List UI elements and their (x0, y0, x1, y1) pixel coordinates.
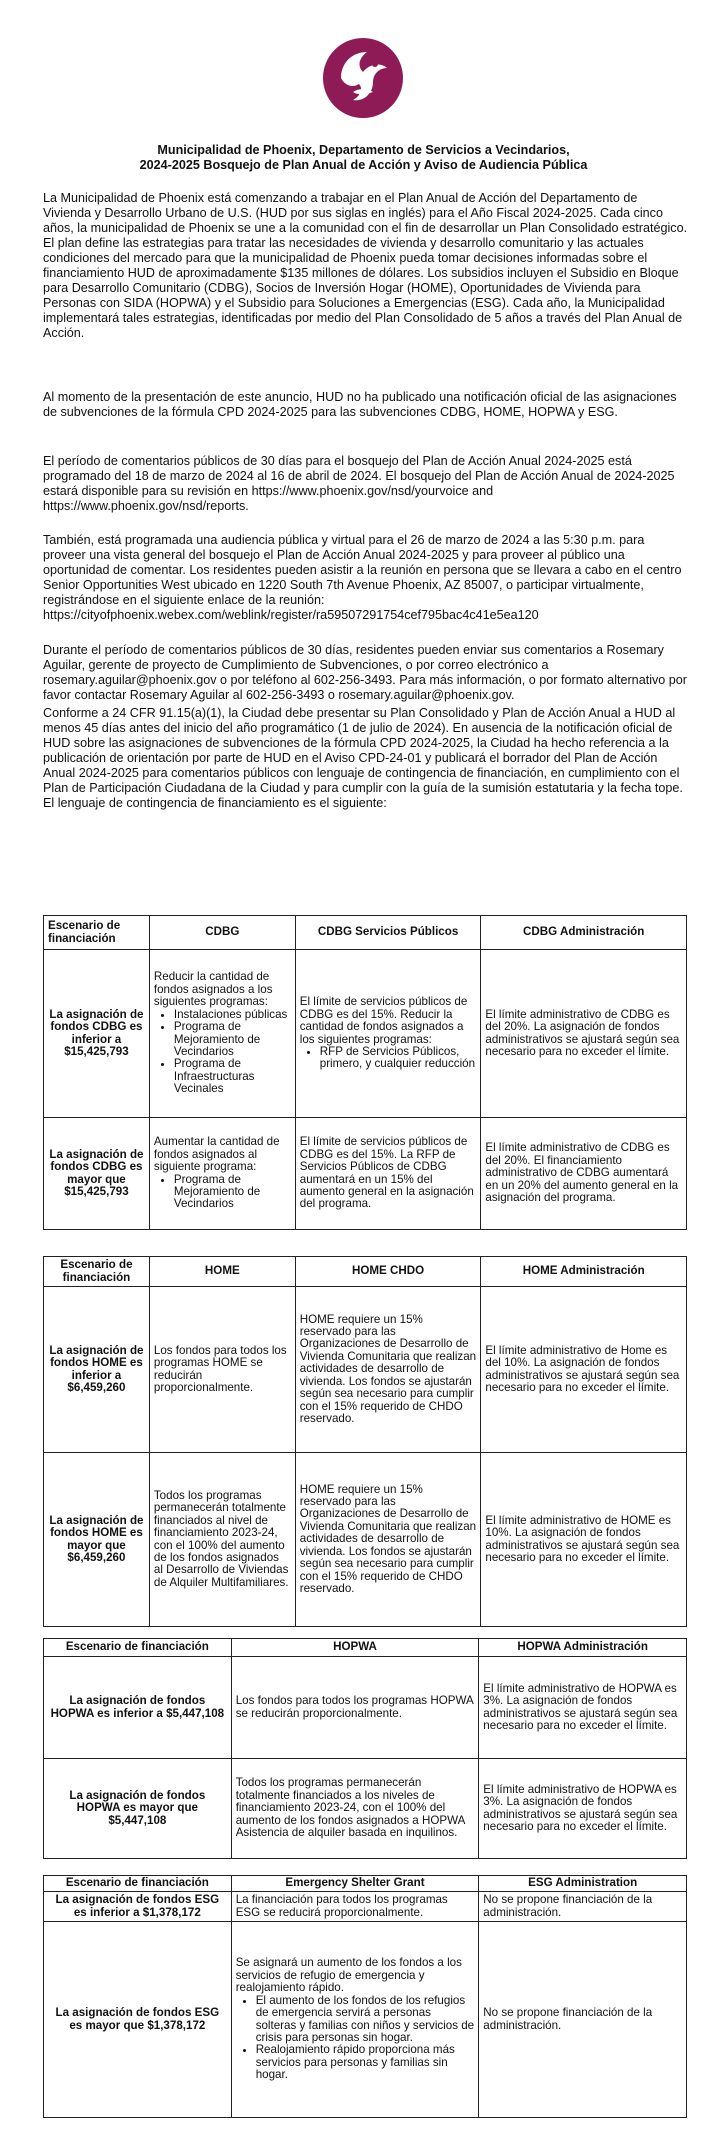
table-row (44, 1453, 687, 1627)
table-cell: La financiación para todos los programas ESG se reducirá proporcionalmente. (231, 1892, 479, 1922)
table-cell: El límite administrativo de Home es del 10%. La asignación de fondos administrativos se ajustará según sea necesario para no exceder el límite. (481, 1287, 687, 1453)
table-row (44, 1759, 687, 1859)
column-header: Emergency Shelter Grant (231, 1876, 479, 1892)
cdbg-table (43, 915, 687, 1230)
table-cell: Los fondos para todos los programas HOPWA se reducirán proporcionalmente. (231, 1657, 479, 1759)
table-cell: No se propone financiación de la administración. (479, 1922, 687, 2118)
title-line-2: 2024-2025 Bosquejo de Plan Anual de Acción y Aviso de Audiencia Pública (139, 158, 588, 172)
cell-text: Reducir la cantidad de fondos asignados a los siguientes programas: (153, 970, 273, 1009)
home-table (43, 1256, 687, 1627)
list-item: • RFP de Servicios Públicos, primero, y cualquier reducción (320, 1046, 477, 1071)
column-header: HOPWA (231, 1639, 479, 1657)
column-header: Escenario de financiación (44, 916, 150, 950)
table-cell: HOME requiere un 15% reservado para las Organizaciones de Desarrollo de Vivienda Comunitaria que realizan actividades de desarrollo de vivienda. Los fondos se ajustarán según sea necesario para cumplir con el 15% requerido de CHDO reservado. (295, 1287, 481, 1453)
scenario-cell: La asignación de fondos CDBG es inferior a $15,425,793 (44, 950, 150, 1118)
page-title (0, 143, 727, 173)
column-header: Escenario de financiación (44, 1639, 232, 1657)
table-cell: El límite de servicios públicos de CDBG es del 15%. La RFP de Servicios Públicos de CDBG aumentará en un 15% del aumento general en la asignación del programa. (295, 1118, 481, 1230)
table-header-row (44, 1876, 687, 1892)
table-row (44, 1118, 687, 1230)
esg-table (43, 1875, 687, 2118)
cell-text: El límite de servicios públicos de CDBG es del 15%. Reducir la cantidad de fondos asignados a los siguientes programas: (299, 995, 468, 1046)
column-header: HOME (149, 1257, 295, 1287)
table-header-row (44, 916, 687, 950)
list-item: • Programa de Mejoramiento de Vecindarios (174, 1174, 291, 1211)
paragraph-contact: Durante el período de comentarios públicos de 30 días, residentes pueden enviar sus comentarios a Rosemary Aguilar, gerente de proyecto de Cumplimiento de Subvenciones, o por correo electrónico a rosemary.aguilar@phoenix.gov o por teléfono al 602-256-3493. Para más información, o por formato alternativo por favor contactar Rosemary Aguilar al 602-256-3493 o rosemary.aguilar@phoenix.gov. (43, 643, 687, 702)
column-header: HOPWA Administración (479, 1639, 687, 1657)
column-header: CDBG Servicios Públicos (295, 916, 481, 950)
table-cell: El límite administrativo de CDBG es del 20%. El financiamiento administrativo de CDBG aumentará en un 20% del aumento general en la asignación del programa. (481, 1118, 687, 1230)
paragraph-comment-period: El período de comentarios públicos de 30 días para el bosquejo del Plan de Acción Anual 2024-2025 está programado del 18 de marzo de 2024 al 16 de abril de 2024. El bosquejo del Plan de Acción Anual de 2024-2025 estará disponible para su revisión en https://www.phoenix.gov/nsd/yourvoice and https://www.phoenix.gov/nsd/reports. (43, 454, 675, 513)
table-cell: El límite administrativo de CDBG es del 20%. La asignación de fondos administrativos se ajustará según sea necesario para no exceder el límite. (481, 950, 687, 1118)
table-header-row (44, 1257, 687, 1287)
paragraph-contingency: Conforme a 24 CFR 91.15(a)(1), la Ciudad debe presentar su Plan Consolidado y Plan de Acción Anual a HUD al menos 45 días antes del inicio del año programático (1 de julio de 2024). En ausencia de la notificación oficial de HUD sobre las asignaciones de subvenciones de la fórmula CPD 2024-2025, la Ciudad ha hecho referencia a la publicación de orientación por parte de HUD en el Aviso CPD-24-01 y publicará el borrador del Plan de Acción Anual 2024-2025 para comentarios públicos con lenguaje de contingencia de financiación, en cumplimiento con el Plan de Participación Ciudadana de la Ciudad y para cumplir con la guía de la sumisión estatutaria y la fecha tope. El lenguaje de contingencia de financiamiento es el siguiente: (43, 706, 683, 810)
table-cell: El límite administrativo de HOPWA es 3%. La asignación de fondos administrativos se ajustará según sea necesario para no exceder el límite. (479, 1759, 687, 1859)
list-item: • El aumento de los fondos de los refugios de emergencia servirá a personas solteras y familias con niños y servicios de crisis para personas sin hogar. (256, 1995, 475, 2045)
paragraph-intro: La Municipalidad de Phoenix está comenzando a trabajar en el Plan Anual de Acción del Departamento de Vivienda y Desarrollo Urbano de U.S. (HUD por sus siglas en inglés) para el Año Fiscal 2024-2025. Cada cinco años, la municipalidad de Phoenix se une a la comunidad con el fin de desarrollar un Plan Consolidado estratégico. El plan define las estrategias para tratar las necesidades de vivienda y desarrollo comunitario y las actuales condiciones del mercado para que la municipalidad de Phoenix pueda tomar decisiones informadas sobre el financiamiento HUD de aproximadamente $135 millones de dólares. Los subsidios incluyen el Subsidio en Bloque para Desarrollo Comunitario (CDBG), Socios de Inversión Hogar (HOME), Oportunidades de Vivienda para Personas con SIDA (HOPWA) y el Subsidio para Soluciones a Emergencias (ESG). Cada año, la Municipalidad implementará tales estrategias, identificadas por medio del Plan Consolidado de 5 años a través del Plan Anual de Acción. (43, 191, 688, 340)
table-cell: El límite administrativo de HOPWA es 3%. La asignación de fondos administrativos se ajustará según sea necesario para no exceder el límite. (479, 1657, 687, 1759)
table-row (44, 1287, 687, 1453)
column-header: Escenario de financiación (44, 1257, 150, 1287)
column-header: CDBG Administración (481, 916, 687, 950)
table-cell: Todos los programas permanecerán totalmente financiados a los niveles de financiamiento 2023-24, con el 100% del aumento de los fondos asignados a HOPWA Asistencia de alquiler basada en inquilinos. (231, 1759, 479, 1859)
cell-text: Aumentar la cantidad de fondos asignados al siguiente programa: (153, 1135, 280, 1174)
list-item: • Programa de Infraestructuras Vecinales (174, 1058, 291, 1095)
bullet-list (154, 1174, 291, 1211)
column-header: Escenario de financiación (44, 1876, 232, 1892)
scenario-cell: La asignación de fondos HOPWA es inferior a $5,447,108 (44, 1657, 232, 1759)
column-header: HOME Administración (481, 1257, 687, 1287)
table-row (44, 1922, 687, 2118)
column-header: HOME CHDO (295, 1257, 481, 1287)
column-header: ESG Administration (479, 1876, 687, 1892)
list-item: • Instalaciones públicas (174, 1009, 291, 1021)
cell-text: Se asignará un aumento de los fondos a los servicios de refugio de emergencia y realojamiento rápido. (235, 1956, 462, 1995)
table-row (44, 950, 687, 1118)
table-cell (149, 1118, 295, 1230)
phoenix-bird-logo-icon (323, 38, 403, 118)
table-cell: Todos los programas permanecerán totalmente financiados al nivel de financiamiento 2023-24, con el 100% del aumento de los fondos asignados al Desarrollo de Viviendas de Alquiler Multifamiliares. (149, 1453, 295, 1627)
scenario-cell: La asignación de fondos ESG es inferior a $1,378,172 (44, 1892, 232, 1922)
scenario-cell: La asignación de fondos HOME es inferior a $6,459,260 (44, 1287, 150, 1453)
paragraph-hud-status: Al momento de la presentación de este anuncio, HUD no ha publicado una notificación oficial de las asignaciones de subvenciones de la fórmula CPD 2024-2025 para las subvenciones CDBG, HOME, HOPWA y ESG. (43, 390, 677, 419)
table-cell: El límite administrativo de HOME es 10%. La asignación de fondos administrativos se ajustará según sea necesario para no exceder el límite. (481, 1453, 687, 1627)
table-cell: Los fondos para todos los programas HOME se reducirán proporcionalmente. (149, 1287, 295, 1453)
scenario-cell: La asignación de fondos HOPWA es mayor que $5,447,108 (44, 1759, 232, 1859)
title-line-1: Municipalidad de Phoenix, Departamento de Servicios a Vecindarios, (157, 143, 570, 157)
bullet-list (300, 1046, 477, 1071)
scenario-cell: La asignación de fondos HOME es mayor que $6,459,260 (44, 1453, 150, 1627)
column-header: CDBG (149, 916, 295, 950)
paragraph-public-hearing: También, está programada una audiencia pública y virtual para el 26 de marzo de 2024 a las 5:30 p.m. para proveer una vista general del bosquejo el Plan de Acción Anual 2024-2025 y para proveer al público una oportunidad de comentar. Los residentes pueden asistir a la reunión en persona que se llevara a cabo en el centro Senior Opportunities West ubicado en 1220 South 7th Avenue Phoenix, AZ 85007, o participar virtualmente, registrándose en el siguiente enlace de la reunión: https://cityofphoenix.webex.com/weblink/register/ra59507291754cef795bac4c41e5ea120 (43, 533, 682, 622)
table-row (44, 1657, 687, 1759)
hopwa-table (43, 1638, 687, 1859)
table-cell: HOME requiere un 15% reservado para las Organizaciones de Desarrollo de Vivienda Comunitaria que realizan actividades de desarrollo de vivienda. Los fondos se ajustarán según sea necesario para cumplir con el 15% requerido de CHDO reservado. (295, 1453, 481, 1627)
bullet-list (236, 1995, 475, 2082)
table-cell (231, 1922, 479, 2118)
bullet-list (154, 1009, 291, 1096)
table-cell: No se propone financiación de la administración. (479, 1892, 687, 1922)
table-row (44, 1892, 687, 1922)
scenario-cell: La asignación de fondos CDBG es mayor que $15,425,793 (44, 1118, 150, 1230)
table-header-row (44, 1639, 687, 1657)
list-item: • Programa de Mejoramiento de Vecindarios (174, 1021, 291, 1058)
table-cell (295, 950, 481, 1118)
list-item: • Realojamiento rápido proporciona más servicios para personas y familias sin hogar. (256, 2044, 475, 2081)
table-cell (149, 950, 295, 1118)
scenario-cell: La asignación de fondos ESG es mayor que $1,378,172 (44, 1922, 232, 2118)
